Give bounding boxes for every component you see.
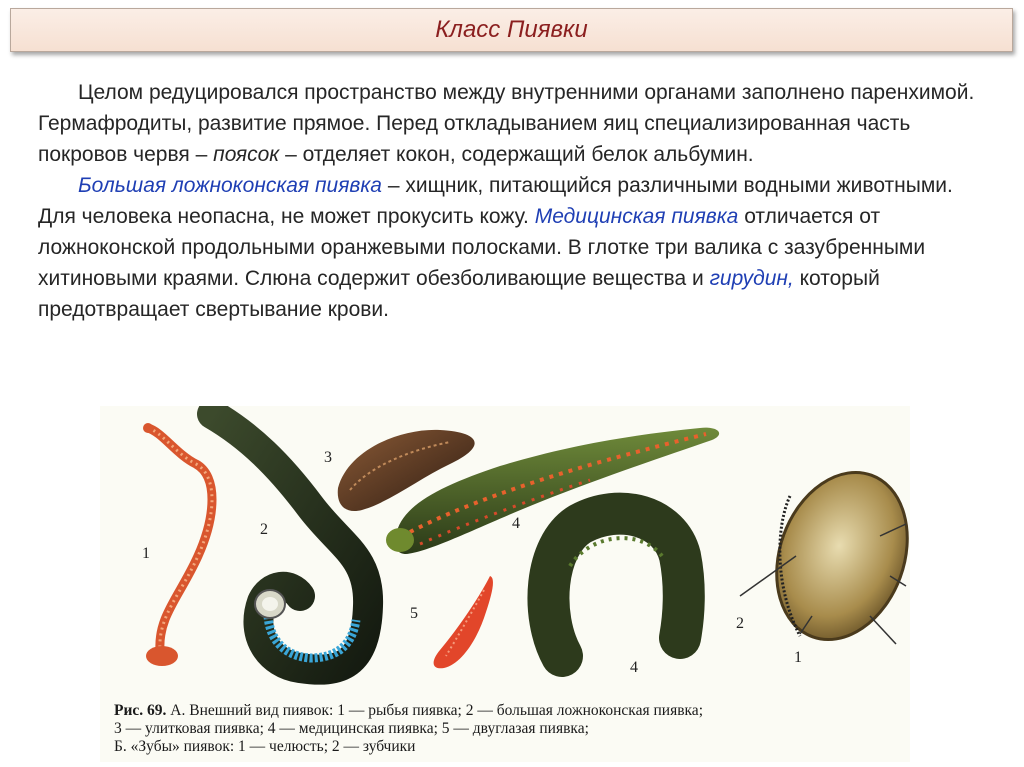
paragraph-2	[38, 170, 988, 325]
caption-line-2: 3 — улитковая пиявка; 4 — медицинская пиявка; 5 — двуглазая пиявка;	[114, 720, 589, 737]
figure-label-jaw-1: 1	[794, 649, 802, 666]
caption-line-1: А. Внешний вид пиявок: 1 — рыбья пиявка; 2 — большая ложноконская пиявка;	[166, 702, 703, 719]
term-medicinal-leech: Медицинская пиявка	[534, 205, 739, 228]
figure-label-3: 3	[324, 449, 332, 466]
paragraph-2-text-b: отличается от ложноконской продольными оранжевыми полосками. В глотке три валика с зазубренными хитиновыми краями. Слюна содержит обезболивающие вещества и	[38, 205, 926, 290]
term-poyasok: поясок	[213, 143, 280, 166]
caption-label: Рис. 69.	[114, 702, 167, 719]
figure-label-2: 2	[260, 521, 268, 538]
two-eyed-leech-drawing	[434, 576, 493, 668]
figure-caption	[114, 702, 904, 756]
leech-figure	[100, 406, 910, 762]
figure-label-1: 1	[142, 545, 150, 562]
slide-title: Класс Пиявки	[435, 16, 588, 43]
paragraph-1-text-a: Целом редуцировался пространство между внутренними органами заполнено паренхимой. Гермафродиты, развитие прямое. Перед откладыванием яиц специализированная часть покровов червя –	[38, 81, 975, 166]
caption-line-3: Б. «Зубы» пиявок: 1 — челюсть; 2 — зубчики	[114, 738, 416, 755]
slide-title-bar	[10, 8, 1013, 52]
term-large-horse-leech: Большая ложноконская пиявка	[78, 174, 382, 197]
fish-leech-drawing	[143, 423, 212, 666]
figure-label-5: 5	[410, 605, 418, 622]
body-text	[38, 77, 988, 325]
paragraph-1	[38, 77, 988, 170]
figure-label-4b: 4	[630, 659, 638, 676]
figure-label-jaw-2: 2	[736, 615, 744, 632]
paragraph-2-text-c: который предотвращает свертывание крови.	[38, 267, 880, 321]
leech-jaw-drawing	[740, 454, 910, 658]
term-hirudin: гирудин,	[709, 267, 794, 290]
paragraph-1-text-b: – отделяет кокон, содержащий белок альбумин.	[279, 143, 754, 166]
figure-label-4: 4	[512, 515, 520, 532]
horse-leech-drawing	[212, 414, 368, 670]
medicinal-leech-curled-drawing	[548, 514, 683, 656]
paragraph-2-text-a: – хищник, питающийся различными водными животными. Для человека неопасна, не может прокусить кожу.	[38, 174, 953, 228]
